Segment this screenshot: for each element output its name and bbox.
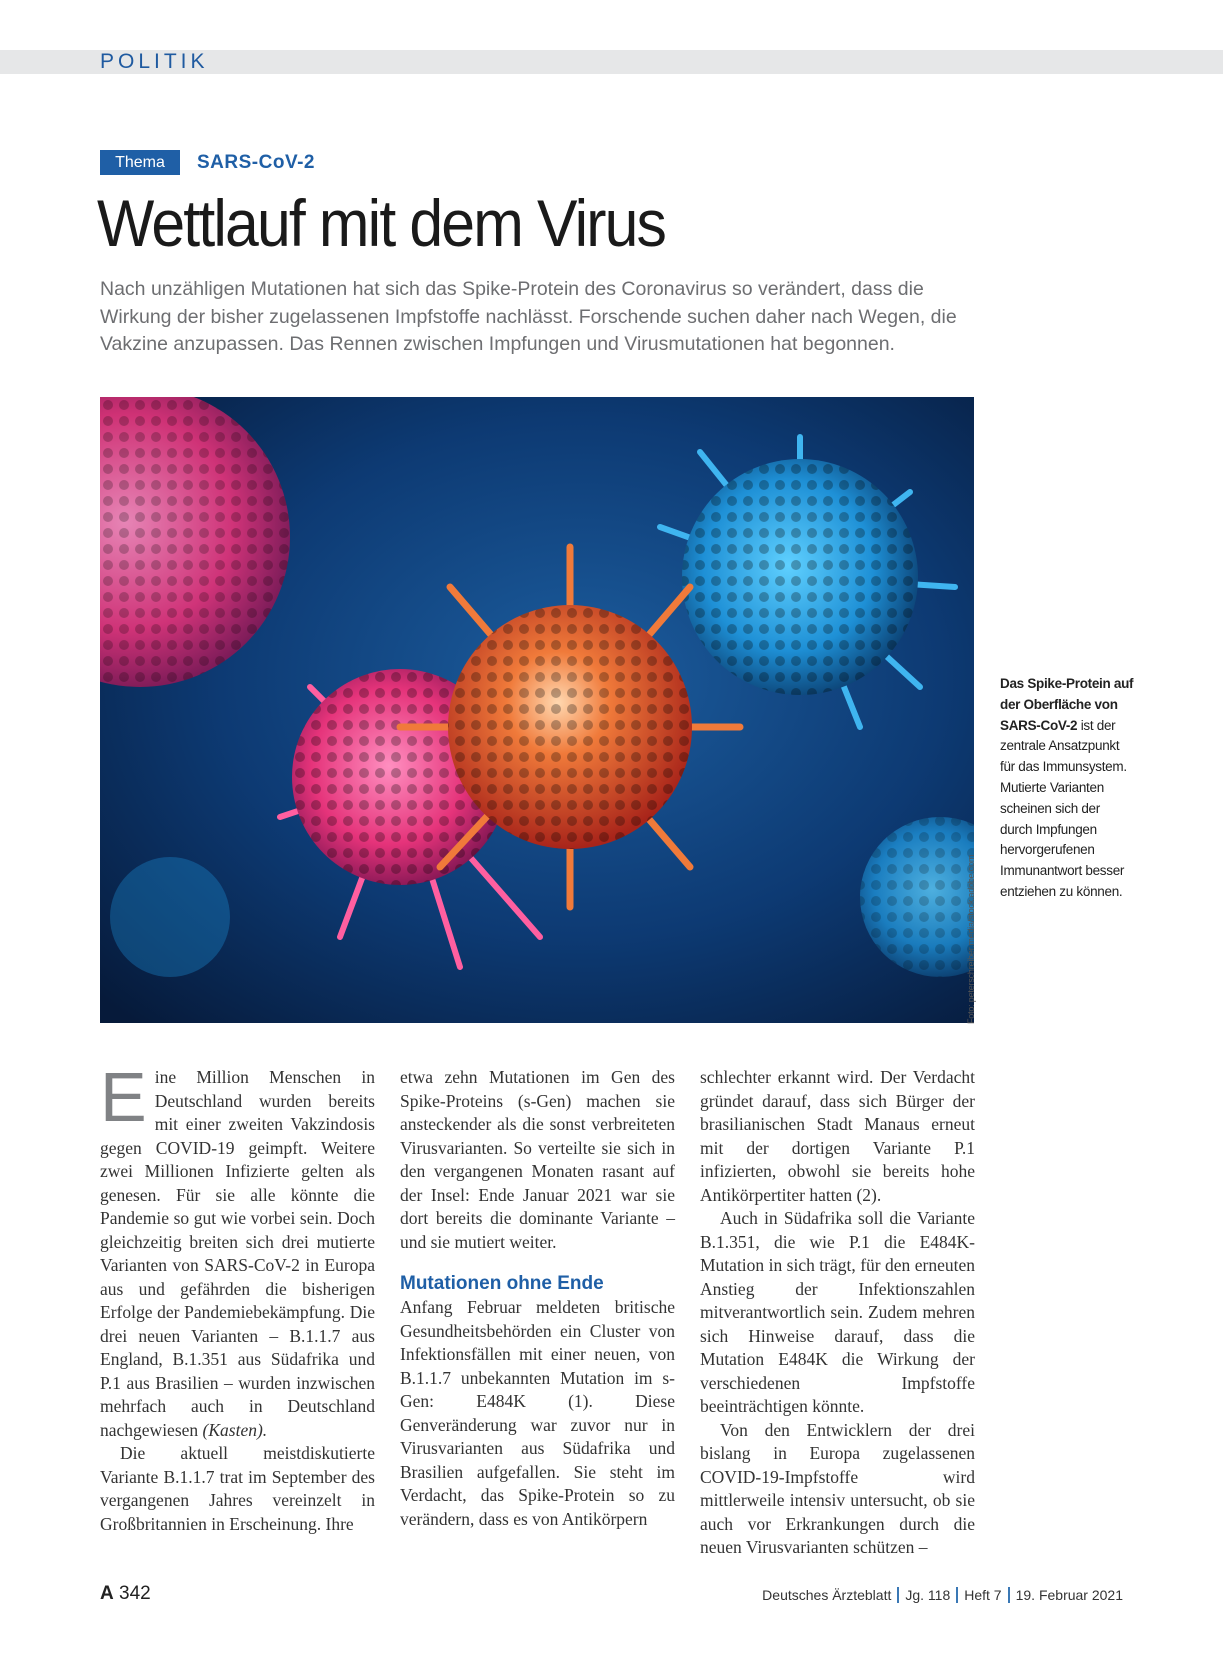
- paragraph: schlechter erkannt wird. Der Verdacht gründet darauf, dass sich Bürger der brasilianischen Stadt Manaus erneut mit der dortigen Variante P.1 infizierten, obwohl sie bereits hohe Antikörpertiter hatten (2).: [700, 1067, 975, 1205]
- caption-text: ist der zentrale Ansatzpunkt für das Immunsystem. Mutierte Varianten scheinen sich der durch Impfungen hervorgerufenen Immunantwort besser entziehen zu können.: [1000, 717, 1127, 899]
- paragraph-text: ine Million Menschen in Deutschland wurden bereits mit einer zweiten Vakzindosis gegen COVID-19 geimpft. Weitere zwei Millionen Infizierte gelten als genesen. Für sie alle könnte die Pandemie so gut wie vorbei sein. Doch gleichzeitig breiten sich drei mutierte Varianten von SARS-CoV-2 in Europa aus und gefährden die bisherigen Erfolge der Pandemiebekämpfung. Die drei neuen Varianten – B.1.1.7 aus England, B.1.351 aus Südafrika und P.1 aus Brasilien – wurden inzwischen mehrfach auch in Deutschland nachgewiesen: [100, 1067, 375, 1440]
- paragraph: Anfang Februar meldeten britische Gesundheitsbehörden ein Cluster von Infektionsfällen mit einer neuen, von B.1.1.7 unbekannten Mutation im s-Gen: E484K (1). Diese Genveränderung war zuvor nur in Virusvarianten aus Südafrika und Brasilien aufgefallen. Sie steht im Verdacht, das Spike-Protein so zu verändern, dass es von Antikörpern: [400, 1297, 675, 1529]
- blue-virus-bottom-left: [110, 857, 230, 977]
- headline: Wettlauf mit dem Virus: [97, 186, 666, 260]
- paragraph: etwa zehn Mutationen im Gen des Spike-Proteins (s-Gen) machen sie ansteckender als die sonst verbreiteten Virusvarianten. So verteilte sie sich in den vergangenen Monaten rasant auf der Insel: Ende Januar 2021 war sie dort bereits die dominante Variante – und sie mutiert weiter.: [400, 1067, 675, 1252]
- page-number-value: 342: [119, 1583, 151, 1604]
- thema-badge: Thema: [100, 150, 180, 175]
- journal-name: Deutsches Ärzteblatt: [762, 1587, 892, 1603]
- paragraph: Von den Entwicklern der drei bislang in Europa zugelassenen COVID-19-Impfstoffe wird mittlerweile intensiv untersucht, ob sie auch vor Erkrankungen durch die neuen Virusvarianten schützen –: [700, 1419, 975, 1557]
- column-2: [400, 1066, 675, 1531]
- journal-volume: Jg. 118: [905, 1587, 951, 1603]
- subheading: Mutationen ohne Ende: [400, 1273, 604, 1294]
- caption-bold: Das Spike-Protein auf der Oberfläche von SARS-CoV-2: [1000, 676, 1134, 733]
- virus-photo: [100, 397, 974, 1023]
- topic-label: SARS-CoV-2: [197, 152, 315, 173]
- photo-caption: [1000, 674, 1135, 903]
- page-number: [100, 1583, 151, 1605]
- drop-cap: E: [100, 1058, 147, 1136]
- paragraph: Die aktuell meistdiskutierte Variante B.1.1.7 trat im September des vergangenen Jahres vereinzelt in Großbritannien in Erscheinung. Ihre: [100, 1443, 375, 1534]
- paragraph-italic: (Kasten).: [202, 1419, 268, 1440]
- column-1: [100, 1058, 375, 1536]
- separator: [897, 1587, 899, 1603]
- separator: [956, 1587, 958, 1603]
- page-prefix: A: [100, 1583, 114, 1604]
- photo-credit: Foto: peterschreiber.media/stock.adobe.com: [966, 854, 976, 1024]
- journal-date: 19. Februar 2021: [1015, 1587, 1123, 1603]
- section-label: POLITIK: [100, 50, 209, 73]
- journal-info: [762, 1587, 1123, 1603]
- journal-issue: Heft 7: [964, 1587, 1002, 1603]
- column-3: [700, 1066, 975, 1560]
- separator: [1008, 1587, 1010, 1603]
- paragraph: [100, 1058, 375, 1442]
- paragraph: Auch in Südafrika soll die Variante B.1.351, die wie P.1 die E484K-Mutation in sich trägt, für den erneuten Anstieg der Infektionszahlen mitverantwortlich sein. Zudem mehren sich Hinweise darauf, dass die Mutation E484K die Wirkung der verschiedenen Impfstoffe beeinträchtigen könnte.: [700, 1208, 975, 1416]
- lead-paragraph: Nach unzähligen Mutationen hat sich das Spike-Protein des Coronavirus so verändert, dass die Wirkung der bisher zugelassenen Impfstoffe nachlässt. Forschende suchen daher nach Wegen, die Vakzine anzupassen. Das Rennen zwischen Impfungen und Virusmutationen hat begonnen.: [100, 278, 957, 355]
